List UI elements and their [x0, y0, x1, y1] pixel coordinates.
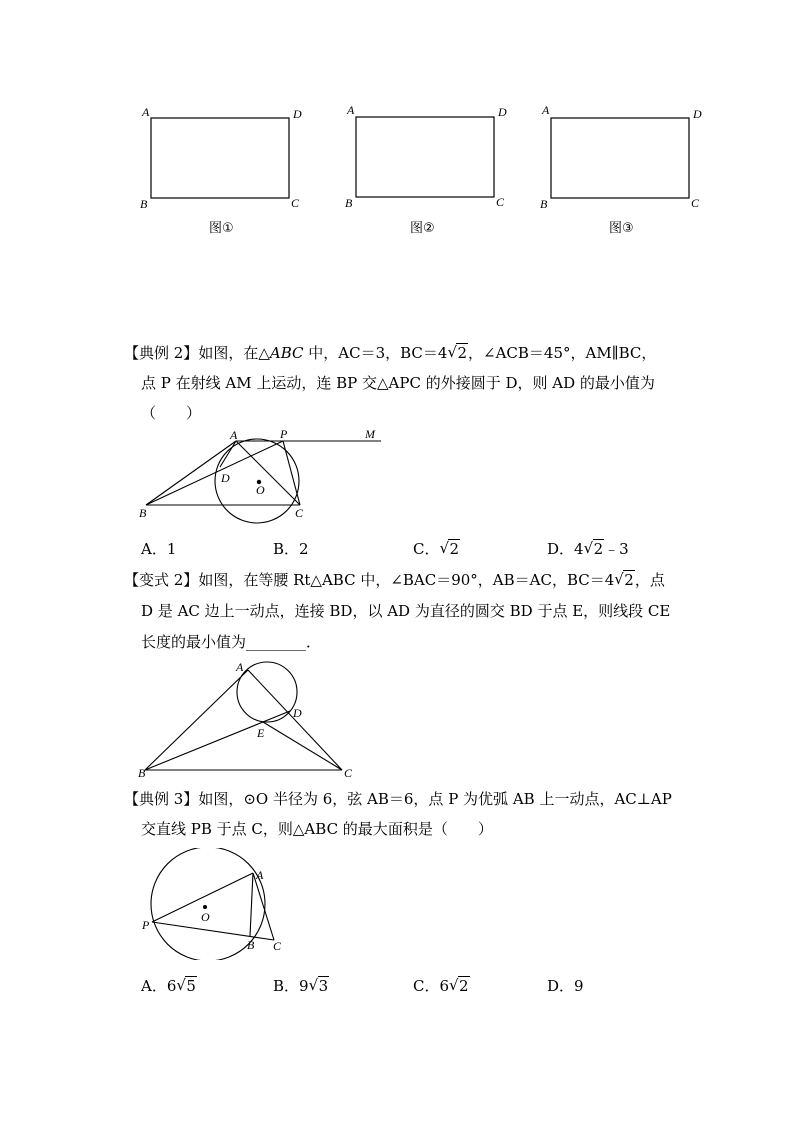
segment-ab	[250, 873, 253, 936]
variant2-line2: D 是 AC 边上一动点，连接 BD，以 AD 为直径的圆交 BD 于点 E，则线段 CE	[141, 602, 671, 620]
label-b-2: B	[345, 196, 353, 210]
fig2-label-b: B	[139, 506, 147, 520]
example3-tag: 【典例 3】	[124, 790, 199, 808]
fig-v2-label-c: C	[344, 766, 353, 780]
segment-ac	[253, 873, 274, 940]
fig2-label-a: A	[230, 428, 238, 442]
example2-line2: 点 P 在射线 AM 上运动，连 BP 交△APC 的外接圆于 D，则 AD 的最小值为	[141, 374, 655, 392]
fig2-label-d: D	[221, 471, 230, 485]
fig2-label-o: O	[256, 483, 265, 497]
label-b-1: B	[140, 197, 148, 211]
segment-ec	[263, 722, 342, 770]
fig3-label-c: C	[273, 939, 282, 953]
caption-fig-2: 图②	[410, 221, 435, 236]
variant2-line1: 【变式 2】如图，在等腰 Rt△ABC 中，∠BAC＝90°，AB＝AC，BC＝4√ 2，点	[124, 570, 665, 590]
rectangle-2	[356, 117, 494, 197]
example3-option-a: A．6√ 5	[141, 976, 197, 996]
segment-pc	[152, 922, 274, 940]
segment-ad	[220, 441, 236, 467]
fig-v2-label-e: E	[257, 726, 265, 740]
label-a-3: A	[542, 103, 550, 117]
fig-v2-label-b: B	[138, 766, 146, 780]
label-d-2: D	[498, 105, 507, 119]
example3-line2: 交直线 PB 于点 C，则△ABC 的最大面积是（ ）	[141, 820, 493, 838]
segment-ac	[236, 441, 300, 505]
example3-option-c: C．6√ 2	[413, 976, 470, 996]
example3-option-d: D．9	[547, 977, 584, 995]
variant2-figure	[130, 655, 370, 785]
example2-option-b: B．2	[273, 540, 309, 558]
label-c-3: C	[691, 196, 700, 210]
segment-bd	[145, 711, 290, 770]
label-a-1: A	[142, 105, 150, 119]
label-a-2: A	[347, 103, 355, 117]
fig3-label-b: B	[247, 938, 255, 952]
example2-option-d: D．4√ 2﹣3	[547, 539, 629, 559]
rectangle-1	[151, 118, 289, 198]
example3-option-b: B．9√ 3	[273, 976, 329, 996]
example3-line1: 【典例 3】如图，⊙O 半径为 6，弦 AB＝6，点 P 为优弧 AB 上一动点，AC⊥AP	[124, 790, 672, 808]
example3-figure	[135, 848, 305, 960]
label-d-3: D	[693, 107, 702, 121]
label-d-1: D	[293, 107, 302, 121]
example2-option-c: C．√ 2	[413, 539, 460, 559]
example2-option-a: A．1	[141, 540, 177, 558]
center-o-dot	[203, 905, 207, 909]
variant2-tag: 【变式 2】	[124, 571, 199, 589]
fig3-label-p: P	[142, 918, 150, 932]
fig3-label-a: A	[256, 868, 264, 882]
fig2-label-p: P	[280, 427, 288, 441]
variant2-line3: 长度的最小值为________．	[141, 633, 322, 651]
example2-tag: 【典例 2】	[124, 344, 199, 362]
rectangle-3	[551, 118, 689, 198]
segment-ba	[145, 670, 248, 770]
label-b-3: B	[540, 197, 548, 211]
segment-pc	[283, 441, 300, 505]
label-c-1: C	[291, 196, 300, 210]
fig-v2-label-a: A	[236, 660, 244, 674]
fig-v2-label-d: D	[293, 706, 302, 720]
fig3-label-o: O	[201, 910, 210, 924]
example2-figure	[130, 425, 400, 530]
label-c-2: C	[496, 195, 505, 209]
caption-fig-3: 图③	[609, 221, 634, 236]
fig2-label-c: C	[295, 506, 304, 520]
fig2-label-m: M	[365, 427, 375, 441]
caption-fig-1: 图①	[209, 221, 234, 236]
segment-ac	[248, 670, 342, 770]
example2-paren: （ ）	[141, 404, 202, 422]
example2-line1: 【典例 2】如图，在△ABC 中，AC＝3，BC＝4√ 2，∠ACB＝45°，AM∥BC，	[124, 343, 656, 363]
